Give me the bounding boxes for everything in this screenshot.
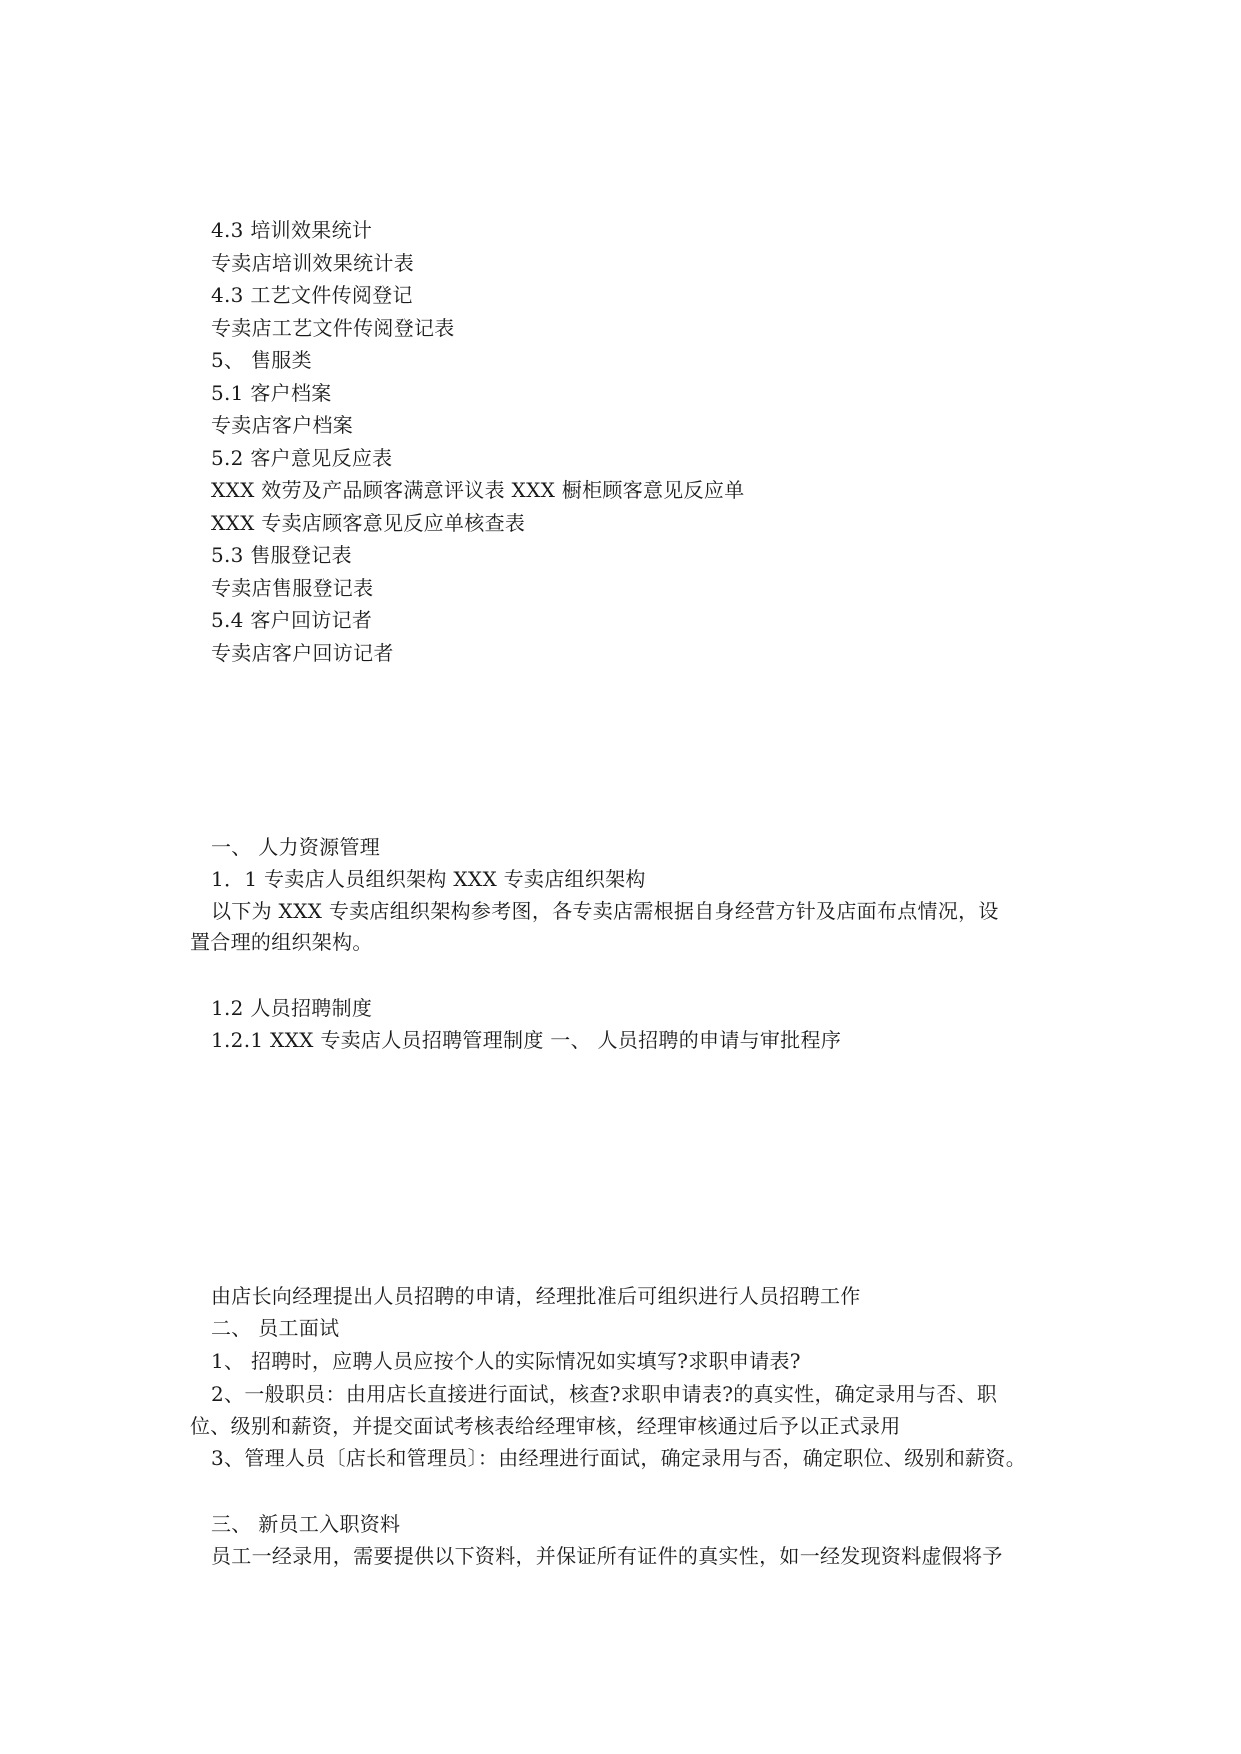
text-line: 1．1 专卖店人员组织架构 XXX 专卖店组织架构	[211, 867, 646, 891]
list-item: 5.4 客户回访记者	[211, 608, 373, 632]
list-item: 5.3 售服登记表	[211, 543, 352, 567]
list-item: 4.3 培训效果统计	[211, 218, 373, 242]
list-item: 专卖店售服登记表	[211, 576, 374, 600]
section-heading: 二、 员工面试	[211, 1316, 340, 1340]
paragraph-line: 员工一经录用，需要提供以下资料，并保证所有证件的真实性，如一经发现资料虚假将予	[211, 1544, 1003, 1568]
paragraph-line: 2、一般职员：由用店长直接进行面试，核查?求职申请表?的真实性，确定录用与否、职	[211, 1382, 998, 1406]
list-item: 5、 售服类	[211, 348, 312, 372]
list-item: XXX 专卖店顾客意见反应单核查表	[211, 511, 526, 535]
text-line: 由店长向经理提出人员招聘的申请，经理批准后可组织进行人员招聘工作	[211, 1284, 861, 1308]
list-item: 5.2 客户意见反应表	[211, 446, 393, 470]
list-item: 专卖店客户回访记者	[211, 641, 394, 665]
paragraph-line: 以下为 XXX 专卖店组织架构参考图，各专卖店需根据自身经营方针及店面布点情况，设	[211, 899, 999, 923]
list-item: 专卖店客户档案	[211, 413, 354, 437]
list-item: 专卖店工艺文件传阅登记表	[211, 316, 455, 340]
list-item: XXX 效劳及产品顾客满意评议表 XXX 橱柜顾客意见反应单	[211, 478, 745, 502]
list-item: 5.1 客户档案	[211, 381, 332, 405]
paragraph-line: 置合理的组织架构。	[190, 930, 373, 954]
list-item: 专卖店培训效果统计表	[211, 251, 414, 275]
section-heading: 三、 新员工入职资料	[211, 1512, 401, 1536]
section-heading: 一、 人力资源管理	[211, 835, 381, 859]
text-line: 1.2 人员招聘制度	[211, 996, 373, 1020]
text-line: 1.2.1 XXX 专卖店人员招聘管理制度 一、 人员招聘的申请与审批程序	[211, 1028, 842, 1052]
text-line: 1、 招聘时，应聘人员应按个人的实际情况如实填写?求职申请表?	[211, 1349, 801, 1373]
list-item: 4.3 工艺文件传阅登记	[211, 283, 413, 307]
text-line: 3、管理人员〔店长和管理员〕：由经理进行面试，确定录用与否，确定职位、级别和薪资。	[211, 1446, 1027, 1470]
paragraph-line: 位、级别和薪资，并提交面试考核表给经理审核，经理审核通过后予以正式录用	[190, 1414, 901, 1438]
